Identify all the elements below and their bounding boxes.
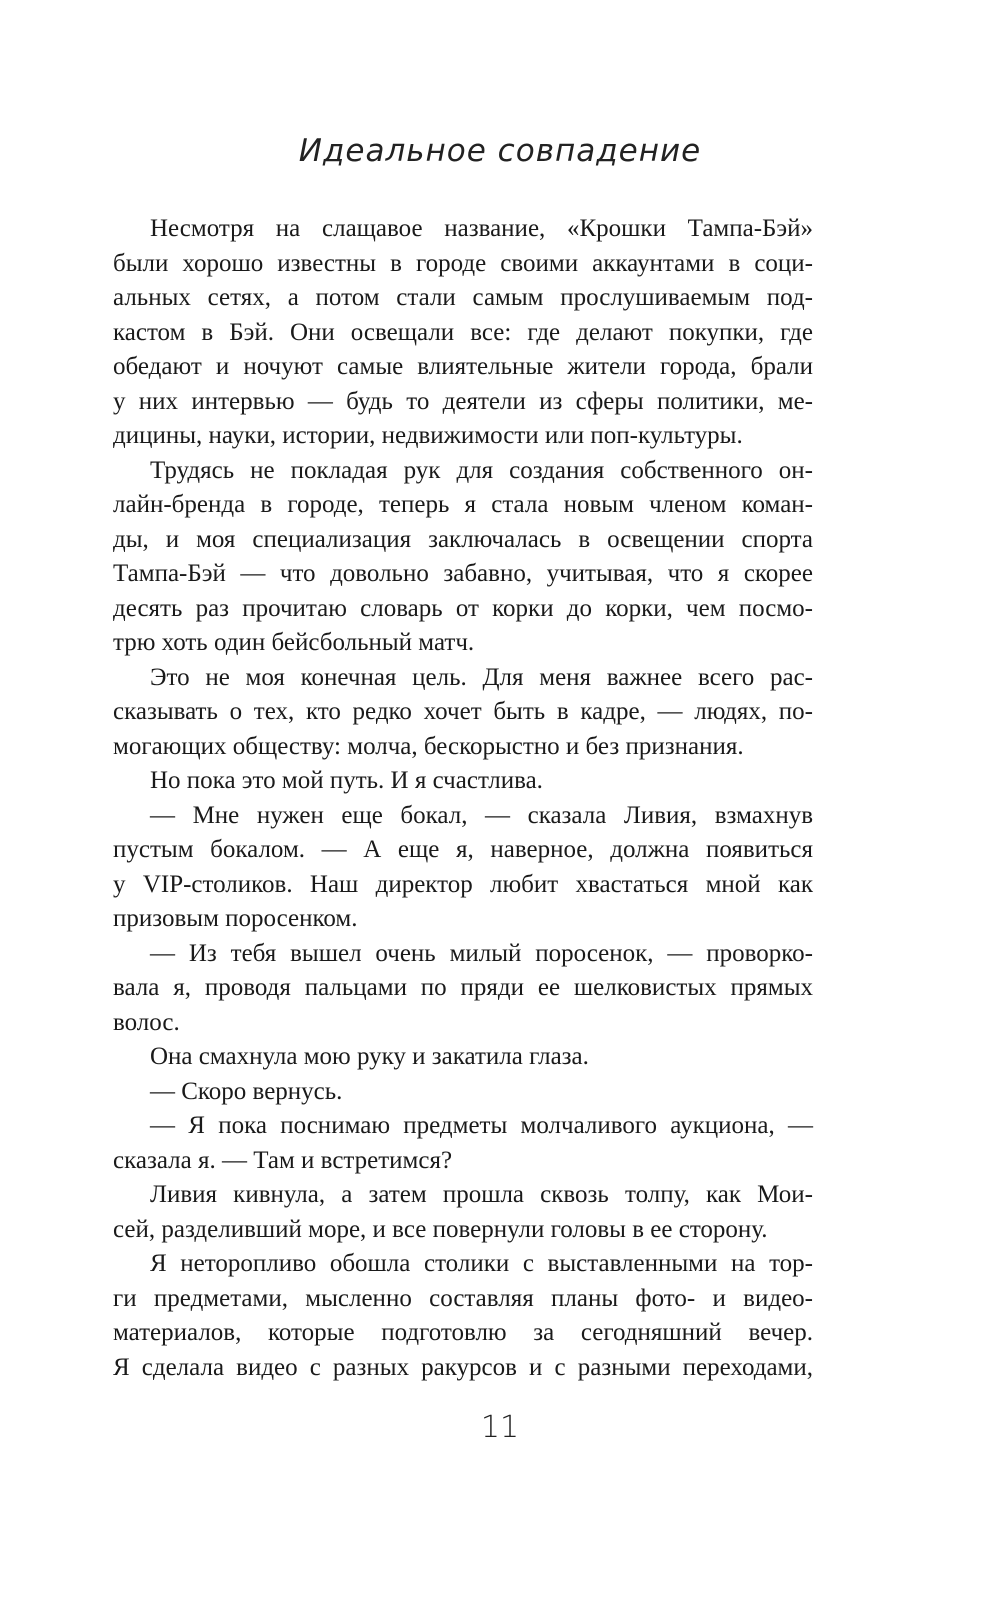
- text-line: Ливия кивнула, а затем прошла сквозь толпу, как Мои-: [150, 1181, 813, 1208]
- text-line: — Я пока поснимаю предметы молчаливого аукциона, —: [150, 1112, 813, 1139]
- text-line: Я неторопливо обошла столики с выставленными на тор-: [150, 1250, 813, 1277]
- paragraph: [113, 764, 813, 799]
- text-line: трю хоть один бейсбольный матч.: [113, 629, 475, 656]
- paragraph: [113, 937, 813, 1041]
- text-line: Но пока это мой путь. И я счастлива.: [150, 767, 543, 794]
- text-line: обедают и ночуют самые влиятельные жители города, брали: [113, 353, 813, 380]
- text-line: были хорошо известны в городе своими аккаунтами в соци-: [113, 249, 813, 277]
- text-line: — Скоро вернусь.: [150, 1077, 343, 1105]
- text-line: сказывать о тех, кто редко хочет быть в кадре, — людях, по-: [113, 698, 813, 725]
- paragraph: [113, 1178, 813, 1247]
- text-line: десять раз прочитаю словарь от корки до корки, чем посмо-: [113, 594, 813, 622]
- body-text: [113, 212, 813, 1385]
- text-line: сей, разделивший море, и все повернули головы в ее сторону.: [113, 1215, 768, 1243]
- text-line: Я сделала видео с разных ракурсов и с разными переходами,: [113, 1353, 813, 1381]
- text-line: ды, и моя специализация заключалась в освещении спорта: [113, 525, 813, 553]
- text-line: Это не моя конечная цель. Для меня важнее всего рас-: [150, 663, 813, 691]
- text-line: пустым бокалом. — А еще я, наверное, должна появиться: [113, 836, 813, 863]
- paragraph: [113, 1247, 813, 1385]
- paragraph: [113, 454, 813, 661]
- text-line: Она смахнула мою руку и закатила глаза.: [150, 1043, 589, 1070]
- paragraph: [113, 1075, 813, 1110]
- text-line: дицины, науки, истории, недвижимости или поп-культуры.: [113, 422, 743, 449]
- chapter-title: Идеальное совпадение: [298, 133, 702, 169]
- text-line: волос.: [113, 1008, 180, 1036]
- text-line: могающих обществу: молча, бескорыстно и без признания.: [113, 732, 744, 760]
- paragraph: [113, 1109, 813, 1178]
- text-line: Трудясь не покладая рук для создания собственного он-: [150, 456, 813, 484]
- text-line: у них интервью — будь то деятели из сферы политики, ме-: [113, 387, 813, 415]
- text-line: Несмотря на слащавое название, «Крошки Тампа-Бэй»: [150, 215, 813, 242]
- text-line: у VIP-столиков. Наш директор любит хвастаться мной как: [113, 870, 813, 898]
- text-line: ги предметами, мысленно составляя планы фото- и видео-: [113, 1284, 813, 1312]
- text-line: — Из тебя вышел очень милый поросенок, — проворко-: [150, 939, 813, 967]
- paragraph: [113, 1040, 813, 1075]
- paragraph: [113, 661, 813, 765]
- text-line: вала я, проводя пальцами по пряди ее шелковистых прямых: [113, 974, 813, 1001]
- text-line: кастом в Бэй. Они освещали все: где делают покупки, где: [113, 318, 813, 346]
- text-line: материалов, которые подготовлю за сегодняшний вечер.: [113, 1319, 813, 1346]
- text-line: альных сетях, а потом стали самым прослушиваемым под-: [113, 284, 813, 311]
- text-line: — Мне нужен еще бокал, — сказала Ливия, взмахнув: [150, 801, 813, 829]
- text-line: Тампа-Бэй — что довольно забавно, учитывая, что я скорее: [113, 560, 813, 587]
- text-line: сказала я. — Там и встретимся?: [113, 1146, 453, 1174]
- text-line: призовым поросенком.: [113, 905, 358, 932]
- page-number: 11: [480, 1410, 520, 1445]
- text-line: лайн-бренда в городе, теперь я стала новым членом коман-: [113, 491, 813, 518]
- paragraph: [113, 212, 813, 454]
- paragraph: [113, 799, 813, 937]
